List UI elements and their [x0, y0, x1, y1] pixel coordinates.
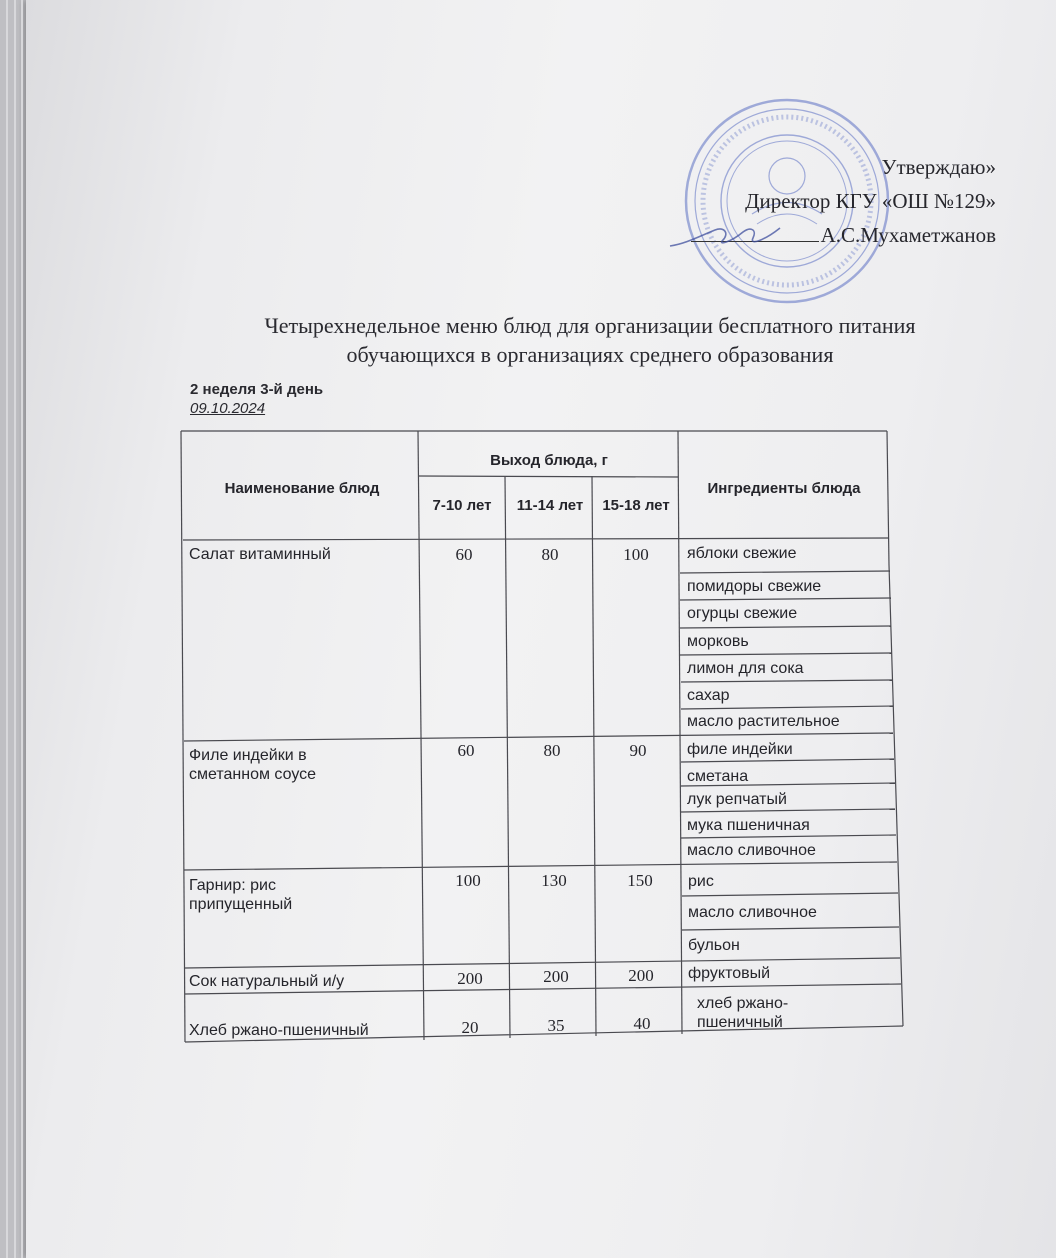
ingredient: масло растительное: [687, 713, 840, 730]
title-line-1: Четырехнедельное меню блюд для организации бесплатного питания: [264, 313, 916, 338]
table-border: [681, 835, 896, 838]
yield-15-18: 90: [629, 741, 647, 760]
table-border: [887, 431, 889, 565]
yield-11-14: 80: [541, 545, 559, 564]
yield-11-14: 200: [543, 967, 569, 986]
ingredient: сметана: [687, 768, 749, 785]
dish-name: Салат витаминный: [189, 546, 331, 563]
header-ingredients: Ингредиенты блюда: [707, 480, 861, 497]
table-border: [681, 706, 893, 709]
yield-11-14: 130: [541, 871, 567, 890]
table-border: [418, 431, 424, 1040]
table-border: [680, 626, 891, 628]
ingredient: огурцы свежие: [687, 605, 798, 622]
ingredient: бульон: [688, 937, 740, 954]
table-border: [680, 653, 892, 655]
approval-name: А.С.Мухаметжанов: [820, 223, 996, 247]
table-border: [678, 431, 682, 1034]
header-age-11-14: 11-14 лет: [516, 497, 584, 514]
ingredient: масло сливочное: [687, 842, 816, 859]
ingredient: мука пшеничная: [687, 817, 810, 834]
table-border: [184, 862, 897, 870]
yield-15-18: 40: [633, 1014, 651, 1033]
dish-name: Гарнир: рис припущенный: [189, 877, 293, 913]
dish-name: Хлеб ржано-пшеничный: [189, 1022, 369, 1039]
ingredient: масло сливочное: [688, 904, 817, 921]
ingredient: помидоры свежие: [687, 578, 822, 595]
table-border: [889, 565, 903, 1026]
header-yield: Выход блюда, г: [490, 452, 608, 469]
ingredient: яблоки свежие: [687, 545, 797, 562]
table-border: [181, 431, 185, 1042]
approval-title: Утверждаю»: [881, 155, 996, 179]
ingredient: морковь: [687, 633, 749, 650]
yield-15-18: 200: [628, 966, 654, 985]
table-border: [681, 809, 895, 812]
yield-7-10: 100: [455, 871, 481, 890]
ingredient: рис: [688, 873, 714, 890]
table-border: [682, 893, 898, 896]
table-border: [681, 759, 894, 762]
ingredient: хлеб ржано-пшеничный: [697, 995, 789, 1031]
approval-position: Директор КГУ «ОШ №129»: [745, 189, 996, 213]
yield-11-14: 35: [547, 1016, 565, 1035]
yield-7-10: 200: [457, 969, 483, 988]
header-age-15-18: 15-18 лет: [602, 497, 670, 514]
header-dish: Наименование блюд: [224, 480, 380, 497]
ingredient: фруктовый: [688, 965, 771, 982]
header-age-7-10: 7-10 лет: [432, 497, 492, 514]
dish-name: Филе индейки в сметанном соусе: [189, 747, 317, 783]
ingredient: лимон для сока: [687, 660, 804, 677]
table-border: [680, 571, 890, 573]
yield-11-14: 80: [543, 741, 561, 760]
yield-7-10: 20: [461, 1018, 479, 1037]
menu-date: 09.10.2024: [190, 400, 266, 417]
table-border: [680, 598, 891, 600]
yield-15-18: 100: [623, 545, 649, 564]
ingredient: лук репчатый: [687, 791, 787, 808]
week-label: 2 неделя 3-й день: [190, 381, 324, 398]
yield-15-18: 150: [627, 871, 653, 890]
dish-name: Сок натуральный и/у: [189, 973, 345, 990]
yield-7-10: 60: [455, 545, 473, 564]
table-border: [183, 538, 889, 540]
table-border: [681, 680, 892, 682]
table-border: [682, 927, 899, 930]
yield-7-10: 60: [457, 741, 475, 760]
title-line-2: обучающихся в организациях среднего образования: [346, 342, 834, 367]
table-border: [418, 476, 678, 477]
ingredient: сахар: [687, 687, 730, 704]
ingredient: филе индейки: [687, 741, 793, 758]
